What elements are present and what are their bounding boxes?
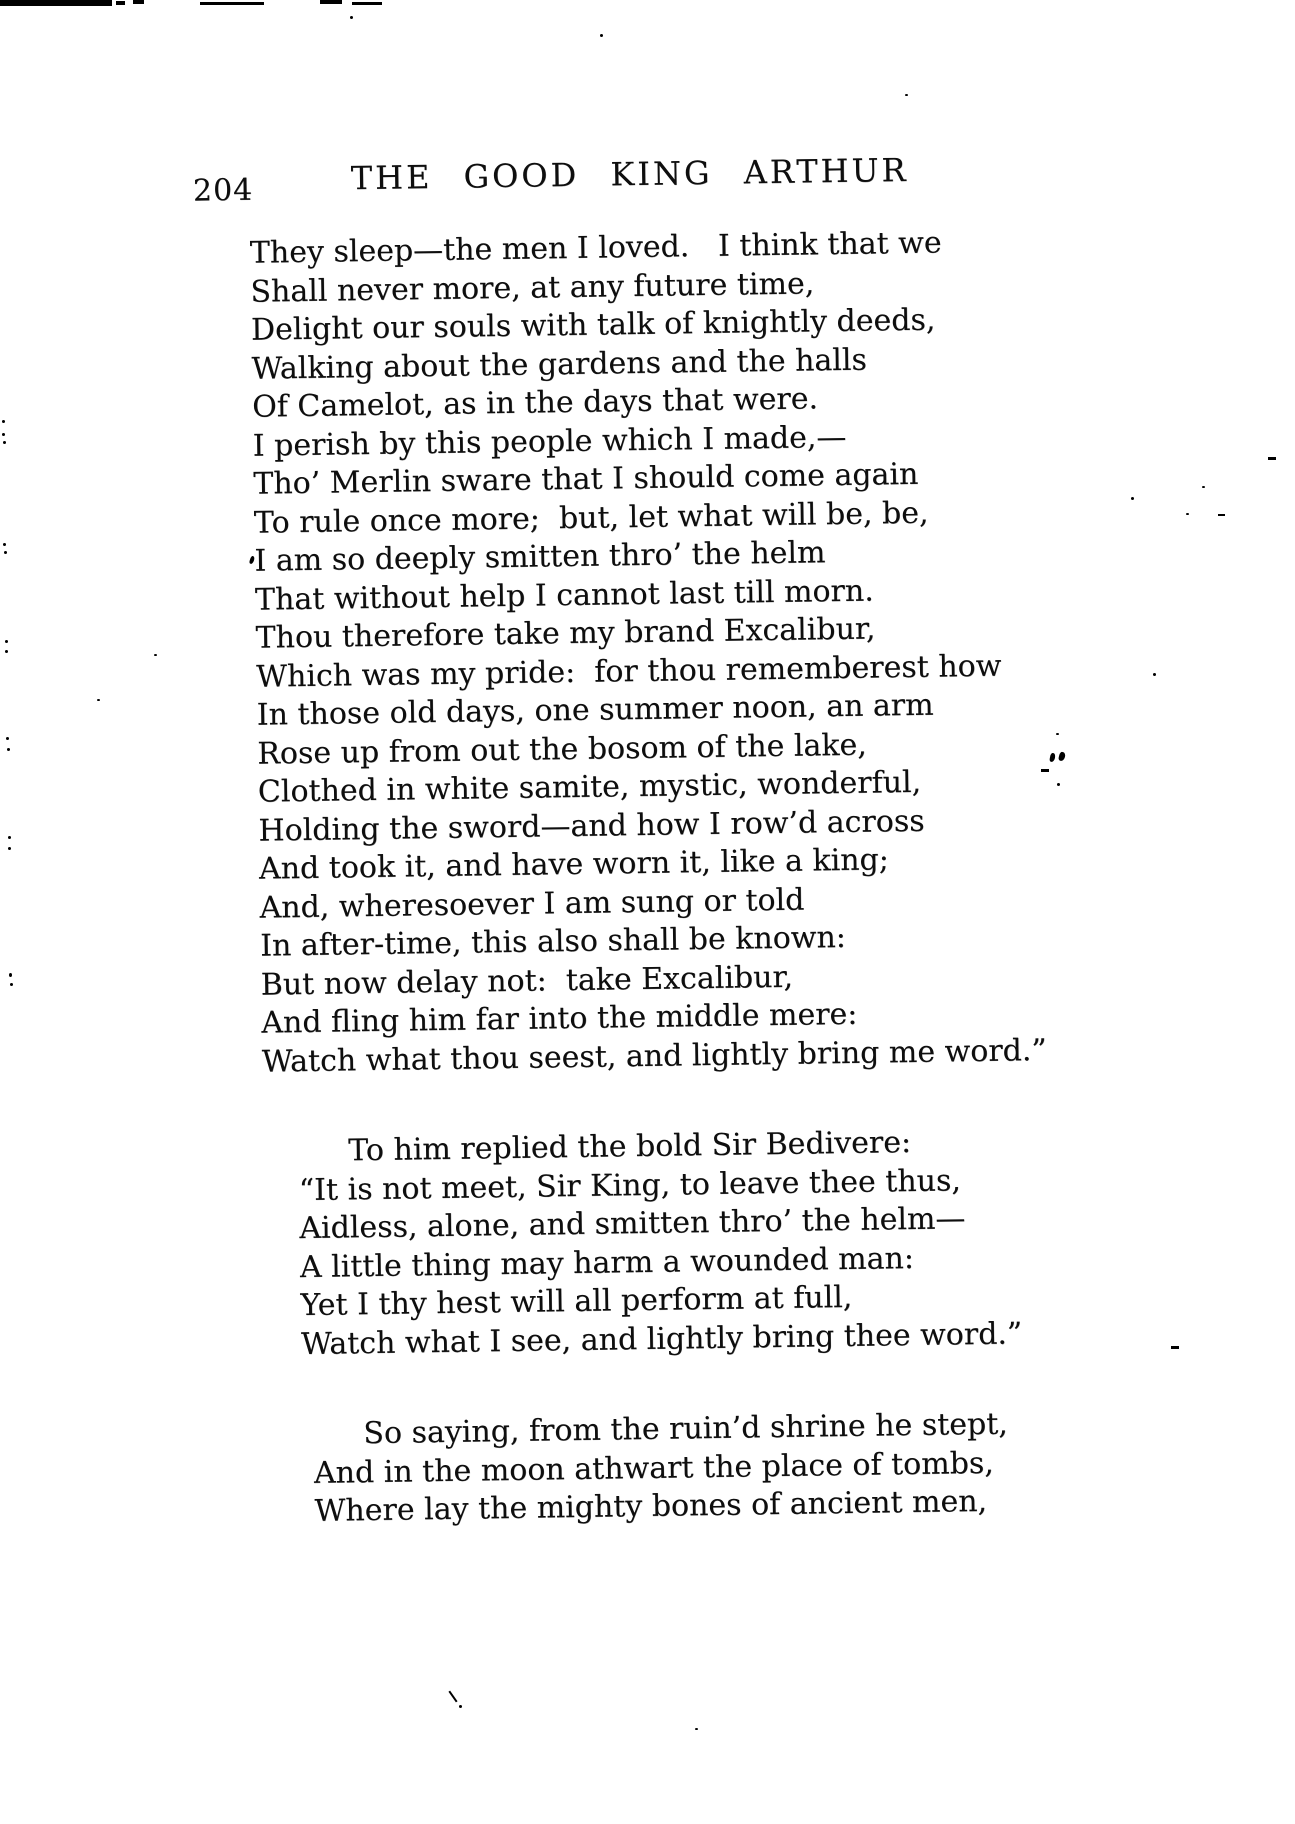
poem-line: I perish by this people which I made,— xyxy=(252,419,847,464)
stanza-3 xyxy=(313,1403,1169,1531)
poem-line: Which was my pride: for thou rememberest how xyxy=(255,648,1002,695)
running-title: THE GOOD KING ARTHUR xyxy=(350,150,909,198)
stanza-2 xyxy=(298,1120,1166,1364)
page-number: 204 xyxy=(192,172,254,209)
poem-line: “It is not meet, Sir King, to leave thee thus, xyxy=(298,1162,962,1208)
stanza-1 xyxy=(250,221,1162,1081)
poem-line: That without help I cannot last till morn. xyxy=(254,573,874,618)
poem-line: So saying, from the ruin’d shrine he stept, xyxy=(363,1406,1009,1452)
poem-line: And, wheresoever I am sung or told xyxy=(259,882,805,926)
poem-line: Tho’ Merlin sware that I should come again xyxy=(253,456,919,502)
poem-line: Thou therefore take my brand Excalibur, xyxy=(255,611,876,656)
poem-line: A little thing may harm a wounded man: xyxy=(299,1240,915,1285)
poem-line: But now delay not: take Excalibur, xyxy=(260,959,794,1003)
poem-line: Yet I thy hest will all perform at full, xyxy=(300,1279,853,1324)
poem-line: Where lay the mighty bones of ancient men, xyxy=(314,1483,988,1529)
poem-line: To him replied the bold Sir Bedivere: xyxy=(347,1125,912,1169)
poem-line: Walking about the gardens and the halls xyxy=(251,342,868,387)
poem-line: And fling him far into the middle mere: xyxy=(261,996,858,1041)
poem-line: I am so deeply smitten thro’ the helm xyxy=(254,535,826,579)
poem-line: To rule once more; but, let what will be, be, xyxy=(253,495,929,541)
poem-line: In those old days, one summer noon, an arm xyxy=(256,687,934,733)
poem-line: And took it, and have worn it, like a king; xyxy=(258,842,890,887)
poem-line: Aidless, alone, and smitten thro’ the helm— xyxy=(299,1201,966,1247)
poem-line: Watch what thou seest, and lightly bring me word.” xyxy=(261,1032,1047,1080)
poem-line: Watch what I see, and lightly bring thee word.” xyxy=(300,1315,1023,1362)
poem-line: They sleep—the men I loved. I think that we xyxy=(249,225,942,271)
poem-line: Of Camelot, as in the days that were. xyxy=(251,381,819,425)
poem-line: Rose up from out the bosom of the lake, xyxy=(257,727,868,772)
poem-line: Clothed in white samite, mystic, wonderful, xyxy=(257,764,922,810)
poem-line: Shall never more, at any future time, xyxy=(250,265,815,310)
poem-line: Holding the sword—and how I row’d across xyxy=(258,803,925,849)
poem-line: In after-time, this also shall be known: xyxy=(259,919,847,964)
poem-line: Delight our souls with talk of knightly deeds, xyxy=(250,302,936,348)
poem-line: And in the moon athwart the place of tombs, xyxy=(313,1445,995,1491)
poem-text xyxy=(250,221,1169,1532)
